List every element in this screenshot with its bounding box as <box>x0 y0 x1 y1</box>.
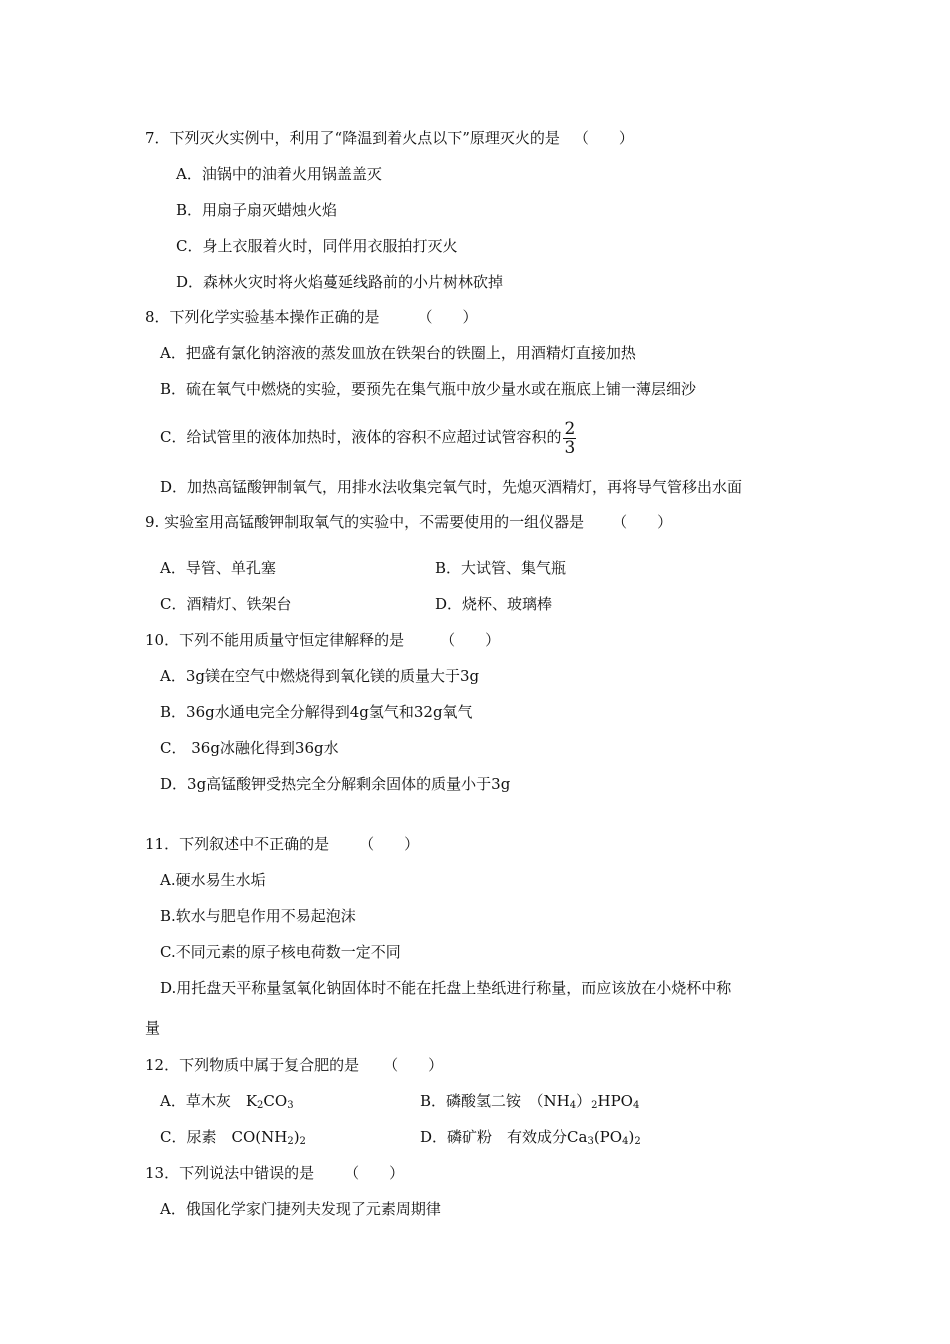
q8-option-b: B．硫在氧气中燃烧的实验，要预先在集气瓶中放少量水或在瓶底上铺一薄层细沙 <box>160 380 697 398</box>
q9-option-a: A．导管、单孔塞 <box>160 559 276 577</box>
q8-option-a: A．把盛有氯化钠溶液的蒸发皿放在铁架台的铁圈上，用酒精灯直接加热 <box>160 344 636 362</box>
q12-option-d: D．磷矿粉 有效成分$Ca_3(PO_4)_2$ <box>420 1128 641 1147</box>
q12-option-b: B．磷酸氢二铵 $(NH_4)_2HPO_4$ <box>420 1092 640 1111</box>
answer-blank: （ ） <box>344 1164 405 1182</box>
q11-option-a: A.硬水易生水垢 <box>160 871 266 889</box>
question-8-stem: 8．下列化学实验基本操作正确的是 （ ） <box>145 308 478 326</box>
q10-option-b: B．36g水通电完全分解得到4g氢气和32g氧气 <box>160 703 473 721</box>
question-11-stem: 11．下列叙述中不正确的是 （ ） <box>145 835 420 853</box>
q10-option-d: D．3g高锰酸钾受热完全分解剩余固体的质量小于3g <box>160 775 511 793</box>
question-9-stem: 9. 实验室用高锰酸钾制取氧气的实验中，不需要使用的一组仪器是 （ ） <box>145 513 673 531</box>
q7-option-b: B．用扇子扇灭蜡烛火焰 <box>176 201 338 219</box>
q9-option-b: B．大试管、集气瓶 <box>435 559 567 577</box>
question-10-stem: 10．下列不能用质量守恒定律解释的是 （ ） <box>145 631 501 649</box>
q7-option-a: A．油锅中的油着火用锅盖盖灭 <box>176 165 382 183</box>
q9-option-c: C．酒精灯、铁架台 <box>160 595 292 613</box>
q8-option-d: D．加热高锰酸钾制氧气，用排水法收集完氧气时，先熄灭酒精灯，再将导气管移出水面 <box>160 478 743 496</box>
q10-option-c: C． 36g冰融化得到36g水 <box>160 739 339 757</box>
q8-option-c: C．给试管里的液体加热时，液体的容积不应超过试管容积的 $\frac{2}{3}$ <box>160 418 576 458</box>
answer-blank: （ ） <box>440 631 501 649</box>
q9-option-d: D．烧杯、玻璃棒 <box>435 595 553 613</box>
q12-option-a: A．草木灰 $K_2CO_3$ <box>160 1092 294 1111</box>
q11-option-b: B.软水与肥皂作用不易起泡沫 <box>160 907 356 925</box>
answer-blank: （ ） <box>417 308 478 326</box>
question-12-stem: 12．下列物质中属于复合肥的是 （ ） <box>145 1056 444 1074</box>
q11-option-d: D.用托盘天平称量氢氧化钠固体时不能在托盘上垫纸进行称量，而应该放在小烧杯中称 <box>160 979 732 997</box>
answer-blank: （ ） <box>612 513 673 531</box>
q7-option-c: C．身上衣服着火时，同伴用衣服拍打灭火 <box>176 237 458 255</box>
question-7-stem: 7．下列灭火实例中，利用了“降温到着火点以下”原理灭火的是 （ ） <box>145 129 634 147</box>
q7-option-d: D．森林火灾时将火焰蔓延线路前的小片树林砍掉 <box>176 273 504 291</box>
answer-blank: （ ） <box>383 1056 444 1074</box>
answer-blank: （ ） <box>573 129 634 147</box>
question-13-stem: 13．下列说法中错误的是 （ ） <box>145 1164 405 1182</box>
q11-option-c: C.不同元素的原子核电荷数一定不同 <box>160 943 401 961</box>
answer-blank: （ ） <box>359 835 420 853</box>
q11-option-d-continued: 量 <box>145 1019 161 1037</box>
q12-option-c: C．尿素 $CO(NH_2)_2$ <box>160 1128 306 1147</box>
q13-option-a: A．俄国化学家门捷列夫发现了元素周期律 <box>160 1200 441 1218</box>
fraction: $\frac{2}{3}$ <box>564 418 576 458</box>
q10-option-a: A．3g镁在空气中燃烧得到氧化镁的质量大于3g <box>160 667 480 685</box>
